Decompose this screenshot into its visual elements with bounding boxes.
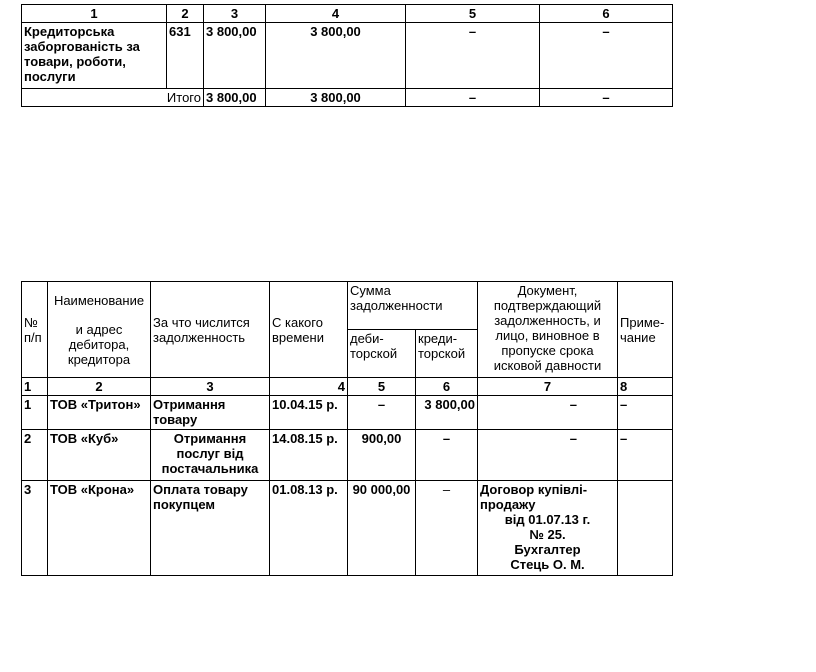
row-name: Кредиторська заборгованість за товари, роботи, послуги	[22, 23, 167, 89]
row2-num: 2	[22, 430, 48, 481]
row2-document: –	[478, 430, 618, 481]
header-name-top: Наименование	[53, 293, 145, 308]
row3-document-line5: Стець О. М.	[510, 557, 585, 572]
total-label: Итого	[22, 89, 204, 107]
table1-header-5: 5	[406, 5, 540, 23]
row3-reason: Оплата товару покупцем	[151, 481, 270, 576]
total-col3: 3 800,00	[204, 89, 266, 107]
row3-credit: –	[416, 481, 478, 576]
table-row	[22, 481, 673, 576]
row1-document: –	[478, 396, 618, 430]
row1-reason: Отримання товару	[151, 396, 270, 430]
row2-credit: –	[416, 430, 478, 481]
table-row	[22, 396, 673, 430]
num-4: 4	[270, 378, 348, 396]
row-col4: 3 800,00	[266, 23, 406, 89]
num-5: 5	[348, 378, 416, 396]
header-reason: За что числится задолженность	[151, 282, 270, 378]
num-6: 6	[416, 378, 478, 396]
row3-document	[478, 481, 618, 576]
header-debit: деби-торской	[348, 330, 416, 378]
header-name	[48, 282, 151, 378]
row3-document-line4: Бухгалтер	[514, 542, 581, 557]
table1-header-1: 1	[22, 5, 167, 23]
table2-header-row	[22, 282, 673, 330]
header-num: № п/п	[22, 282, 48, 378]
row-col5: –	[406, 23, 540, 89]
header-since: С какого времени	[270, 282, 348, 378]
table1-header-6: 6	[540, 5, 673, 23]
num-2: 2	[48, 378, 151, 396]
row2-name: ТОВ «Куб»	[48, 430, 151, 481]
table-row	[22, 23, 673, 89]
row1-note: –	[618, 396, 673, 430]
row1-since: 10.04.15 р.	[270, 396, 348, 430]
row2-reason: Отримання послуг від постачальника	[151, 430, 270, 481]
row3-name: ТОВ «Крона»	[48, 481, 151, 576]
row2-since: 14.08.15 р.	[270, 430, 348, 481]
total-col5: –	[406, 89, 540, 107]
row-account: 631	[167, 23, 204, 89]
header-sum: Сумма задолженности	[348, 282, 478, 330]
num-7: 7	[478, 378, 618, 396]
row3-document-line1: Договор купівлі-продажу	[480, 482, 588, 512]
total-col6: –	[540, 89, 673, 107]
header-credit: креди-торской	[416, 330, 478, 378]
debts-inventory-table	[21, 281, 673, 576]
header-name-bottom: и адрес дебитора, кредитора	[67, 322, 131, 367]
row-col6: –	[540, 23, 673, 89]
row-col3: 3 800,00	[204, 23, 266, 89]
total-col4: 3 800,00	[266, 89, 406, 107]
row3-document-line2: від 01.07.13 г.	[504, 512, 591, 527]
row3-note	[618, 481, 673, 576]
payables-table	[21, 4, 673, 107]
row1-debit: –	[348, 396, 416, 430]
row3-since: 01.08.13 р.	[270, 481, 348, 576]
row3-num: 3	[22, 481, 48, 576]
table2-numbers-row	[22, 378, 673, 396]
row3-debit: 90 000,00	[348, 481, 416, 576]
row1-name: ТОВ «Тритон»	[48, 396, 151, 430]
row2-debit: 900,00	[348, 430, 416, 481]
num-1: 1	[22, 378, 48, 396]
header-note: Приме-чание	[618, 282, 673, 378]
num-8: 8	[618, 378, 673, 396]
table1-header-3: 3	[204, 5, 266, 23]
table-row	[22, 430, 673, 481]
row1-credit: 3 800,00	[416, 396, 478, 430]
num-3: 3	[151, 378, 270, 396]
header-document: Документ, подтверждающий задолженность, и лицо, виновное в пропуске срока исковой давности	[478, 282, 618, 378]
table1-header-2: 2	[167, 5, 204, 23]
row2-note: –	[618, 430, 673, 481]
row1-num: 1	[22, 396, 48, 430]
table1-header-row	[22, 5, 673, 23]
table1-header-4: 4	[266, 5, 406, 23]
total-row	[22, 89, 673, 107]
row3-document-line3: № 25.	[529, 527, 566, 542]
